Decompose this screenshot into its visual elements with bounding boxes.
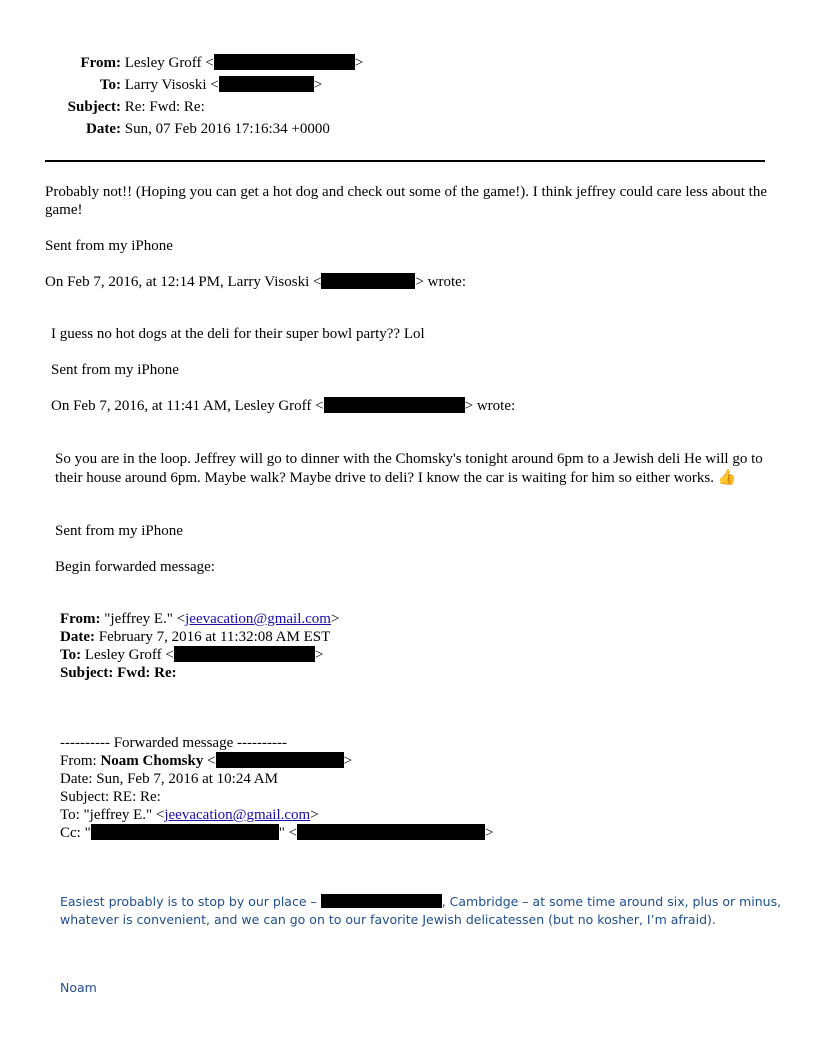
header-from-value: Lesley Groff <: [124, 55, 214, 71]
quote-intro-prefix: On Feb 7, 2016, at 11:41 AM, Lesley Groff <: [51, 398, 324, 414]
thumbs-up-icon: 👍: [717, 468, 737, 486]
forward-intro: Begin forwarded message:: [55, 559, 215, 575]
header-subject: [45, 98, 205, 116]
fwd-subject-value: Fwd: Re:: [117, 665, 177, 681]
chomsky-line-1-prefix: Easiest probably is to stop by our place –: [60, 894, 321, 909]
fwd2-cc: [60, 824, 494, 842]
message-body: Probably not!! (Hoping you can get a hot dog and check out some of the game!). I think jeffrey could care less about the game!: [45, 184, 768, 218]
redaction-box: [297, 824, 485, 840]
fwd2-from-open: <: [203, 753, 216, 769]
header-date: [45, 120, 330, 138]
message-signature: Sent from my iPhone: [51, 362, 179, 378]
fwd-to-label: To:: [60, 647, 82, 663]
close-bracket: >: [485, 825, 494, 841]
redaction-box: [324, 397, 465, 413]
close-bracket: >: [354, 55, 364, 71]
fwd-date-value: February 7, 2016 at 11:32:08 AM EST: [98, 629, 331, 645]
header-to-value: Larry Visoski <: [124, 77, 219, 93]
fwd2-date: Date: Sun, Feb 7, 2016 at 10:24 AM: [60, 771, 278, 787]
message-body-text: So you are in the loop. Jeffrey will go to dinner with the Chomsky's tonight around 6pm to a Jewish deli He will go to their house around 6pm. Maybe walk? Maybe drive to deli? I know the car is waiting for him so either works.: [55, 451, 763, 486]
close-bracket: >: [330, 611, 340, 627]
redaction-box: [214, 54, 355, 70]
fwd-to-value: Lesley Groff <: [84, 647, 174, 663]
message-body: [55, 450, 767, 487]
close-bracket: >: [343, 753, 353, 769]
chomsky-line-1-suffix: , Cambridge – at some time around six, plus or minus,: [441, 894, 782, 909]
header-subject-label: Subject:: [67, 99, 121, 115]
header-divider: [45, 160, 765, 162]
close-bracket: >: [314, 647, 324, 663]
redaction-box: [321, 894, 442, 908]
header-to: [45, 76, 322, 94]
header-date-label: Date:: [86, 121, 121, 137]
email-link[interactable]: jeevacation@gmail.com: [164, 807, 311, 823]
redaction-box: [216, 752, 344, 768]
redaction-box: [321, 273, 415, 289]
fwd2-subject: Subject: RE: Re:: [60, 789, 161, 805]
redaction-box: [174, 646, 315, 662]
fwd-date: [60, 628, 330, 646]
header-date-value: Sun, 07 Feb 2016 17:16:34 +0000: [124, 121, 330, 137]
header-subject-value: Re: Fwd: Re:: [124, 99, 205, 115]
fwd2-from: [60, 752, 352, 770]
quote-intro-prefix: On Feb 7, 2016, at 12:14 PM, Larry Visoski <: [45, 274, 322, 290]
fwd2-from-name: Noam Chomsky: [100, 753, 204, 769]
chomsky-signature: Noam: [60, 980, 97, 995]
chomsky-line-1: [60, 893, 781, 911]
email-link[interactable]: jeevacation@gmail.com: [185, 611, 331, 627]
quote-intro-suffix: > wrote:: [464, 398, 516, 414]
redaction-box: [91, 824, 279, 840]
fwd-date-label: Date:: [60, 629, 95, 645]
chomsky-line-2: whatever is convenient, and we can go on to our favorite Jewish delicatessen (but no kosher, I’m afraid).: [60, 912, 716, 927]
fwd2-cc-mid: " <: [278, 825, 298, 841]
message-body: I guess no hot dogs at the deli for their super bowl party?? Lol: [51, 326, 425, 342]
fwd2-to: [60, 806, 319, 824]
header-from-label: From:: [80, 55, 121, 71]
message-signature: Sent from my iPhone: [55, 523, 183, 539]
fwd-subject-label: Subject:: [60, 665, 114, 681]
fwd2-cc-prefix: Cc: ": [60, 825, 91, 841]
fwd-from: [60, 610, 339, 628]
redaction-box: [219, 76, 314, 92]
fwd-from-prefix: "jeffrey E." <: [104, 611, 186, 627]
close-bracket: >: [313, 77, 323, 93]
header-to-label: To:: [99, 77, 121, 93]
quote-intro-suffix: > wrote:: [415, 274, 466, 290]
quote-intro: [45, 273, 466, 291]
close-bracket: >: [310, 807, 319, 823]
fwd-from-label: From:: [60, 611, 101, 627]
fwd2-from-prefix: From:: [60, 753, 101, 769]
fwd-subject: [60, 664, 177, 682]
header-from: [45, 54, 363, 72]
fwd-to: [60, 646, 323, 664]
message-signature: Sent from my iPhone: [45, 238, 173, 254]
forwarded-separator: ---------- Forwarded message ----------: [60, 735, 287, 751]
fwd2-to-prefix: To: "jeffrey E." <: [60, 807, 165, 823]
quote-intro: [51, 397, 515, 415]
